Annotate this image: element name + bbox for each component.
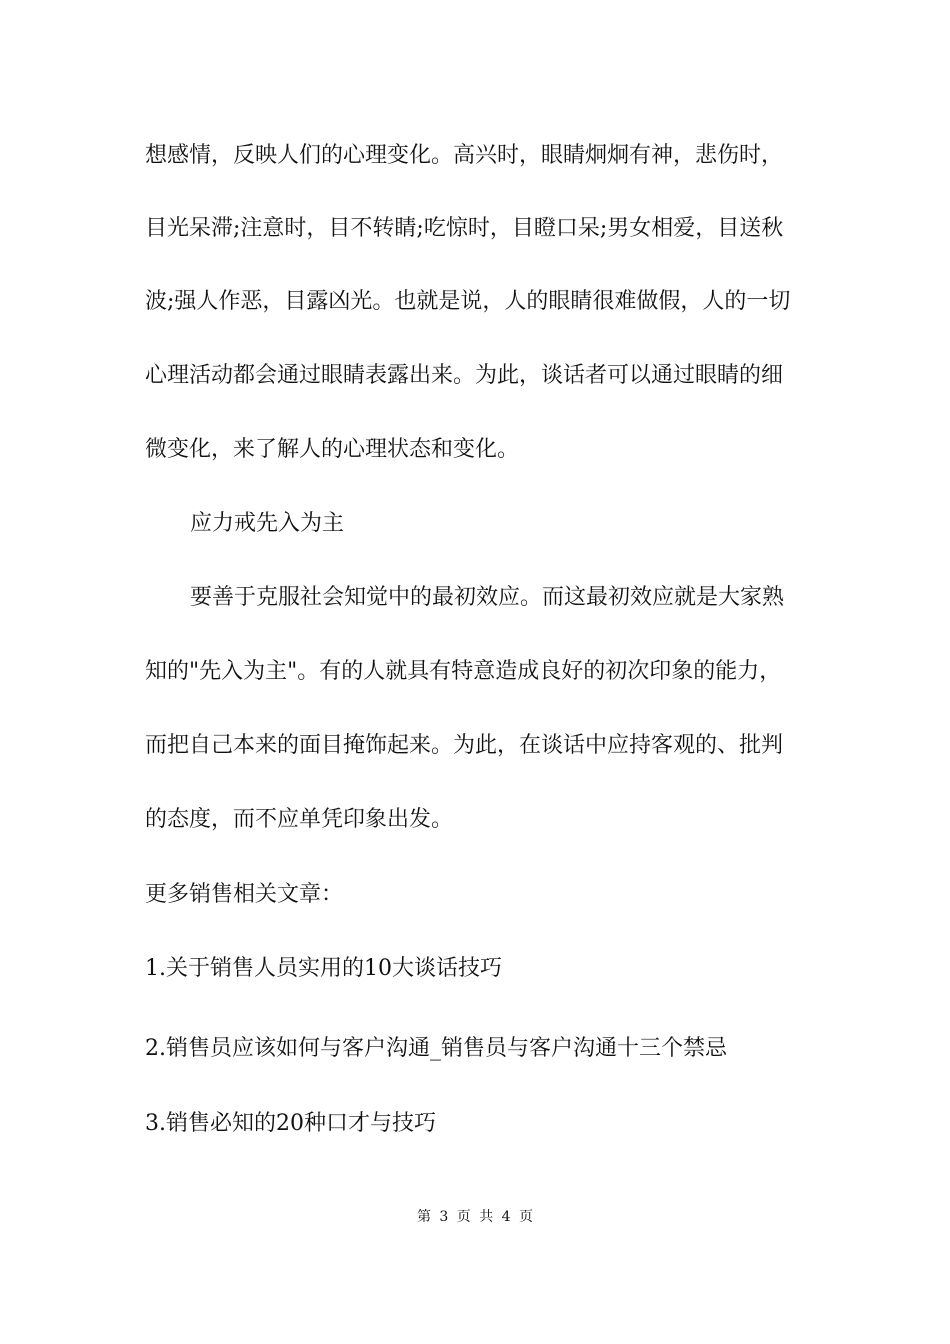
footer-prefix: 第 xyxy=(416,1209,431,1225)
paragraph-first-impression-line-3: 而把自己本来的面目掩饰起来。为此，在谈话中应持客观的、批判 xyxy=(145,733,784,758)
paragraph-first-impression-line-4: 的态度，而不应单凭印象出发。 xyxy=(145,807,454,832)
related-articles-title: 更多销售相关文章： xyxy=(145,882,344,907)
paragraph-first-impression-line-1: 要善于克服社会知觉中的最初效应。而这最初效应就是大家熟 xyxy=(190,585,785,610)
paragraph-eyes-line-1: 想感情，反映人们的心理变化。高兴时，眼睛炯炯有神，悲伤时， xyxy=(145,143,784,168)
footer-current-page: 3 xyxy=(439,1209,449,1225)
footer-total-word: 共 xyxy=(479,1209,494,1225)
related-article-link-1[interactable]: 1.关于销售人员实用的10大谈话技巧 xyxy=(145,956,502,981)
paragraph-eyes-line-5: 微变化，来了解人的心理状态和变化。 xyxy=(145,437,520,462)
paragraph-eyes-line-4: 心理活动都会通过眼睛表露出来。为此，谈话者可以通过眼睛的细 xyxy=(145,363,784,388)
related-article-link-2[interactable]: 2.销售员应该如何与客户沟通_销售员与客户沟通十三个禁忌 xyxy=(145,1036,727,1061)
related-article-link-3[interactable]: 3.销售必知的20种口才与技巧 xyxy=(145,1111,436,1136)
paragraph-eyes-line-3: 波;强人作恶，目露凶光。也就是说，人的眼睛很难做假，人的一切 xyxy=(145,289,791,314)
paragraph-eyes-line-2: 目光呆滞;注意时，目不转睛;吃惊时，目瞪口呆;男女相爱，目送秋 xyxy=(145,216,784,241)
footer-total-pages: 4 xyxy=(501,1209,511,1225)
section-heading-first-impression: 应力戒先入为主 xyxy=(190,511,345,536)
footer-suffix: 页 xyxy=(519,1209,534,1225)
paragraph-first-impression-line-2: 知的"先入为主"。有的人就具有特意造成良好的初次印象的能力， xyxy=(145,659,782,684)
page-number-footer xyxy=(0,1208,950,1226)
footer-page-word: 页 xyxy=(456,1209,471,1225)
